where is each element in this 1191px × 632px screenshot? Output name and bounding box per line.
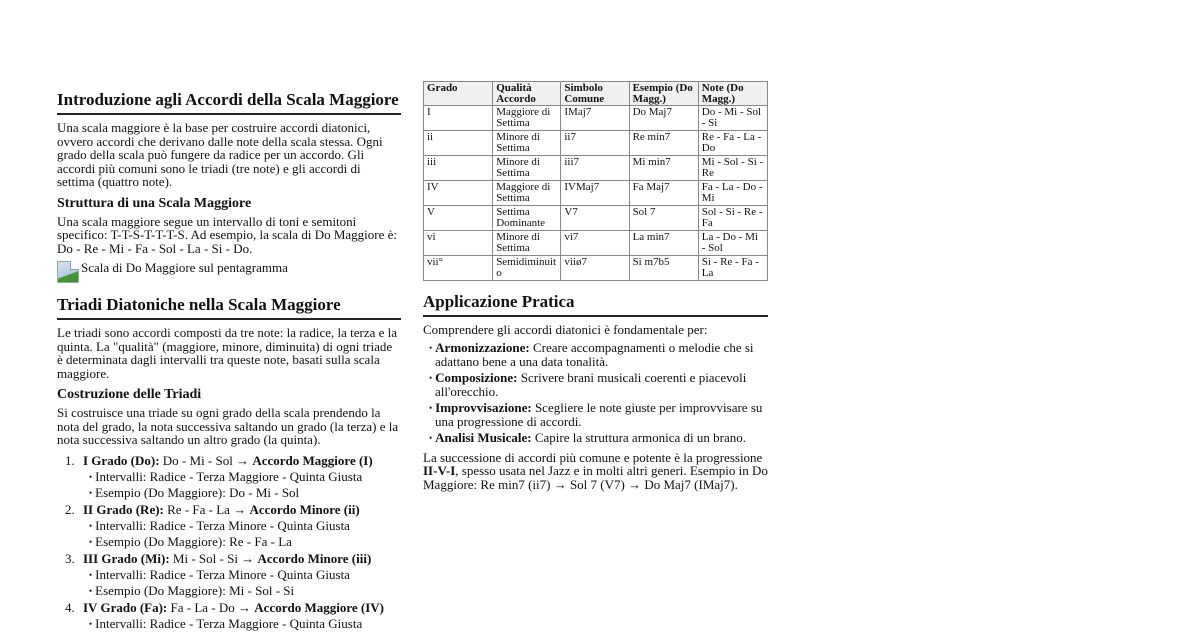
column-header: Simbolo Comune [561, 82, 629, 106]
scale-image [57, 261, 401, 285]
list-item: • Composizione: Scrivere brani musicali coerenti e piacevoli all'orecchio. [429, 371, 768, 399]
structure-heading: Struttura di una Scala Maggiore [57, 195, 401, 212]
intervals-item: • Intervalli: Radice - Terza Minore - Quinta Giusta [89, 567, 401, 584]
right-column [423, 81, 768, 497]
image-alt-text: Scala di Do Maggiore sul pentagramma [81, 261, 288, 274]
intervals-item: • Intervalli: Radice - Terza Maggiore - Quinta Giusta [89, 616, 401, 632]
triads-paragraph: Le triadi sono accordi composti da tre note: la radice, la terza e la quinta. La "qualità" (maggiore, minore, diminuita) di ogni triade è determinata dagli intervalli tra queste note, basati sulla scala maggiore. [57, 326, 401, 380]
column-header: Grado [424, 82, 493, 106]
list-item: 2. II Grado (Re): Re - Fa - La → Accordo Minore (ii) • Intervalli: Radice - Terza Minore - Quinta Giusta • Esempio (Do Maggiore): Re - Fa - La [83, 502, 401, 551]
table-row: I Maggiore di Settima IMaj7 Do Maj7 Do - Mi - Sol - Si [424, 106, 768, 131]
practice-intro: Comprendere gli accordi diatonici è fondamentale per: [423, 323, 768, 337]
column-header: Note (Do Magg.) [698, 82, 767, 106]
list-item: • Armonizzazione: Creare accompagnamenti o melodie che si adattano bene a una data tonalità. [429, 341, 768, 369]
column-header: Qualità Accordo [493, 82, 561, 106]
broken-image-icon [57, 261, 79, 283]
column-header: Esempio (Do Magg.) [629, 82, 698, 106]
practice-list [423, 341, 768, 445]
table-row: iii Minore di Settima iii7 Mi min7 Mi - Sol - Si - Re [424, 156, 768, 181]
table-row: ii Minore di Settima ii7 Re min7 Re - Fa - La - Do [424, 131, 768, 156]
intro-paragraph: Una scala maggiore è la base per costruire accordi diatonici, ovvero accordi che derivano dalle note della scala stessa. Ogni grado della scala può fungere da radice per un accordo. Gli accordi più comuni sono le triadi (tre note) e gli accordi di settima (quattro note). [57, 121, 401, 189]
build-heading: Costruzione delle Triadi [57, 386, 401, 403]
table-row: IV Maggiore di Settima IVMaj7 Fa Maj7 Fa - La - Do - Mi [424, 181, 768, 206]
table-row: vi Minore di Settima vi7 La min7 La - Do - Mi - Sol [424, 231, 768, 256]
example-item: • Esempio (Do Maggiore): Do - Mi - Sol [89, 485, 401, 502]
left-column [57, 90, 401, 632]
table-header-row [424, 82, 768, 106]
table-row: vii° Semidiminuito viiø7 Si m7b5 Si - Re - Fa - La [424, 256, 768, 281]
progression-paragraph: La successione di accordi più comune e potente è la progressione II-V-I, spesso usata nel Jazz e in molti altri generi. Esempio in Do Maggiore: Re min7 (ii7) → Sol 7 (V7) → Do Maj7 (IMaj7). [423, 451, 768, 492]
practice-heading: Applicazione Pratica [423, 292, 768, 317]
example-item: • Esempio (Do Maggiore): Mi - Sol - Si [89, 583, 401, 600]
list-item: • Analisi Musicale: Capire la struttura armonica di un brano. [429, 431, 768, 445]
list-item: 4. IV Grado (Fa): Fa - La - Do → Accordo Maggiore (IV) • Intervalli: Radice - Terza Maggiore - Quinta Giusta [83, 600, 401, 632]
list-item: 3. III Grado (Mi): Mi - Sol - Si → Accordo Minore (iii) • Intervalli: Radice - Terza Minore - Quinta Giusta • Esempio (Do Maggiore): Mi - Sol - Si [83, 551, 401, 600]
intervals-item: • Intervalli: Radice - Terza Minore - Quinta Giusta [89, 518, 401, 535]
triads-heading: Triadi Diatoniche nella Scala Maggiore [57, 295, 401, 320]
seventh-chords-table [423, 81, 768, 281]
example-item: • Esempio (Do Maggiore): Re - Fa - La [89, 534, 401, 551]
build-paragraph: Si costruisce una triade su ogni grado della scala prendendo la nota del grado, la nota successiva saltando un grado (la terza) e la nota successiva saltando un altro grado (la quinta). [57, 406, 401, 447]
grades-list [57, 453, 401, 632]
intro-heading: Introduzione agli Accordi della Scala Maggiore [57, 90, 401, 115]
list-item: 1. I Grado (Do): Do - Mi - Sol → Accordo Maggiore (I) • Intervalli: Radice - Terza Maggiore - Quinta Giusta • Esempio (Do Maggiore): Do - Mi - Sol [83, 453, 401, 502]
list-item: • Improvvisazione: Scegliere le note giuste per improvvisare su una progressione di accordi. [429, 401, 768, 429]
intervals-item: • Intervalli: Radice - Terza Maggiore - Quinta Giusta [89, 469, 401, 486]
structure-paragraph: Una scala maggiore segue un intervallo di toni e semitoni specifico: T-T-S-T-T-T-S. Ad esempio, la scala di Do Maggiore è: Do - Re - Mi - Fa - Sol - La - Si - Do. [57, 215, 401, 256]
table-row: V Settima Dominante V7 Sol 7 Sol - Si - Re - Fa [424, 206, 768, 231]
practice-section [423, 292, 768, 491]
